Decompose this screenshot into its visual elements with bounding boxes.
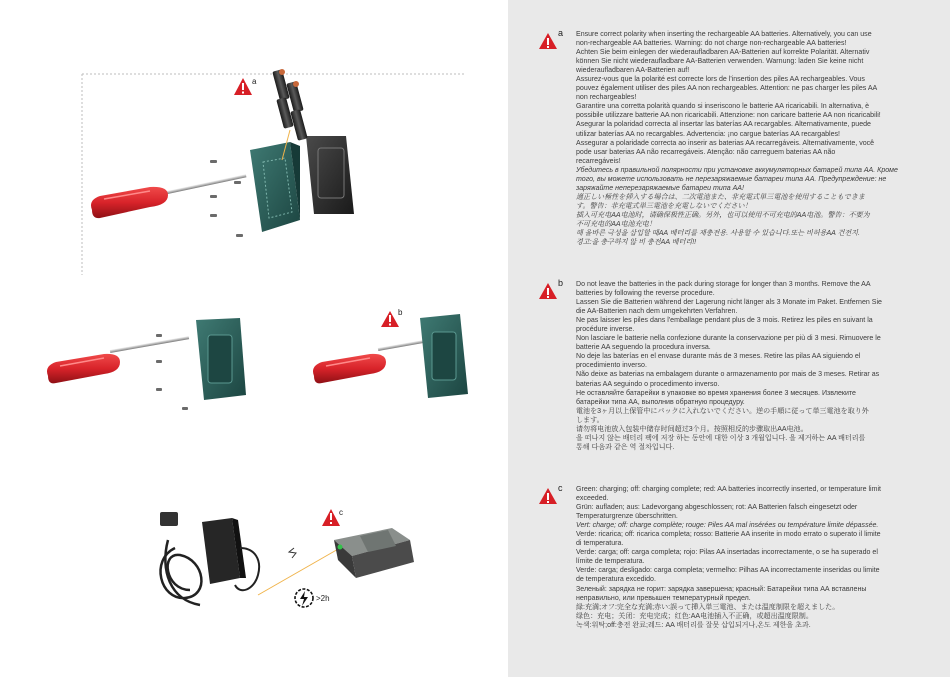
instruction-line: pode usar baterias AA não recarregáveis. Atenção: não carreguem baterias AA não	[576, 148, 836, 156]
instruction-line: Lassen Sie die Batterien während der Lagerung nicht länger als 3 Monate im Paket. Entfernen Sie	[576, 299, 882, 307]
instruction-line: Assurez-vous que la polarité est correcte lors de l'insertion des piles AA rechargeables. Vous	[576, 76, 865, 84]
instruction-line: Verde: carga; desligado: carga completa; vermelho: Pilhas AA incorrectamente inseridas ou limite	[576, 567, 880, 575]
instruction-line: Garantire una corretta polarità quando si inseriscono le batterie AA ricaricabili. In alternativa, è	[576, 103, 869, 111]
instruction-line: 녹색:워탁;off:충전 완료;레드: AA 배터리를 잘못 삽입되거나,온도 제한을 초과.	[576, 621, 811, 629]
instruction-line: 不可充电的AA电池充电！	[576, 220, 656, 228]
instruction-line: 插入可充电AA电池时，请确保极性正确。另外，也可以使用不可充电的AA电池。警告：不要为	[576, 211, 870, 219]
instruction-line: Не оставляйте батарейки в упаковке во время хранения более 3 месяцев. Извлеките	[576, 389, 856, 397]
instruction-line: possibile utilizzare batterie AA non ricaricabili. Attenzione: non caricare batterie AA non ricaricabili!	[576, 112, 881, 120]
warning-triangle-icon	[536, 30, 560, 52]
section-letter: c	[558, 483, 563, 493]
battery-cover	[306, 136, 354, 214]
instruction-line: procedimiento inverso.	[576, 362, 647, 370]
instruction-line: die AA-Batterien nach dem umgekehrten Verfahren.	[576, 308, 738, 316]
instruction-line: de temperatura excedido.	[576, 576, 656, 584]
instruction-line: batteries by following the reverse procedure.	[576, 290, 715, 298]
instruction-line: No deje las baterías en el envase durante más de 3 meses. Retire las pilas AA siguiendo el	[576, 353, 861, 361]
warning-triangle-icon	[381, 311, 399, 327]
section-letter: a	[558, 28, 564, 38]
instruction-line: Убедитесь в правильной полярности при установке аккумуляторных батарей типа АА. Кроме	[576, 166, 898, 174]
step-b-remove-illustration	[47, 318, 246, 410]
instruction-line: Verde: carga; off: carga completa; rojo: Pilas AA insertadas incorrectamente, o se ha superado el	[576, 549, 878, 557]
battery-pack-closed	[420, 314, 468, 398]
instruction-line: baterias AA seguindo o procedimento inverso.	[576, 380, 720, 388]
charging-time-icon	[295, 589, 313, 607]
instruction-line: di temperatura.	[576, 540, 624, 548]
step-c-charging-illustration	[160, 508, 414, 607]
instruction-text	[576, 280, 938, 452]
warning-triangle-icon	[536, 280, 560, 302]
instruction-line: exceeded.	[576, 495, 609, 503]
instruction-line: pouvez également utiliser des piles AA non rechargeables. Attention: ne pas charger les piles AA	[576, 85, 878, 93]
instruction-line: Achten Sie beim einlegen der wiederaufladbaren AA-Batterien auf korrekte Polarität. Alternativ	[576, 49, 870, 57]
battery-pack-closed	[196, 318, 246, 400]
instruction-line: 緑:充満;オフ:完全な充満;赤い:誤って挿入単三電池、または温度制限を超えました。	[576, 603, 840, 611]
step-a-illustration	[91, 69, 354, 237]
instruction-line: batterie AA seguendo la procedura inversa.	[576, 344, 711, 352]
instruction-line: Зеленый: зарядка не горит: зарядка завершена; красный: Батарейки типа АА вставлены	[576, 585, 867, 593]
instruction-line: recarregáveis!	[576, 157, 621, 165]
instruction-line: Assegurar a polaridade correcta ao inserir as baterias AA recarregáveis. Alternativamente, você	[576, 139, 875, 147]
screwdriver	[313, 339, 428, 383]
instruction-line: utilizar baterías AA no recargables. Advertencia: ¡no cargue baterías AA recargables!	[576, 130, 841, 138]
instruction-line: того, вы можете использовать не перезаряжаемые батареи типа АА. Предупреждение: не	[576, 175, 887, 183]
step-b-assembled-illustration	[313, 308, 468, 398]
instruction-line: procédure inverse.	[576, 326, 635, 334]
instruction-line: します。	[576, 416, 604, 424]
charge-time-label: >2h	[316, 594, 330, 603]
instruction-line: Ensure correct polarity when inserting the rechargeable AA batteries. Alternatively, you can use	[576, 31, 872, 38]
instruction-line: Temperaturgrenze überschritten.	[576, 513, 678, 521]
screws	[156, 334, 188, 410]
screwdriver	[91, 174, 246, 218]
instruction-line: 통해 다음과 같은 역 절차입니다.	[576, 443, 675, 451]
screwdriver	[47, 336, 189, 383]
figure-label-b: b	[398, 308, 403, 317]
instruction-line: す。警告：非充電式単三電池を充電しないでください！	[576, 202, 752, 210]
instruction-line: батарейки типа АА, выполнив обратную процедуру.	[576, 398, 745, 406]
section-letter: b	[558, 278, 564, 288]
lightning-icon	[289, 548, 296, 558]
figure-label-a: a	[252, 77, 257, 86]
instruction-line: 해 올바른 극성을 삽입할 때AA 배터리를 재충전용. 사용할 수 있습니다.또는 비허용AA 건전지.	[576, 230, 860, 238]
instruction-line: wiederaufladbaren AA-Batterien auf!	[576, 67, 690, 75]
instruction-line: заряжайте неперезаряжаемые батареи типа АА!	[576, 184, 744, 192]
instruction-line: non-rechargeable AA batteries. Warning: do not charge non-rechargeable AA batteries!	[576, 40, 847, 48]
instruction-line: 電池を3ヶ月以上保管中にパックに入れないでください。逆の手順に従って単三電池を取り外	[576, 407, 869, 415]
instruction-line: können Sie nicht wiederaufladbare AA-Batterien verwenden. Warnung: laden Sie keine nicht	[576, 58, 864, 66]
instruction-text	[576, 485, 938, 630]
instruction-line: 绿色：充电；关闭：充电完成；红色:AA电池插入不正确，或超出温度限制。	[576, 612, 813, 620]
figure-label-c: c	[339, 508, 343, 517]
instruction-line: 경고:을 충구하지 않 비 충전AA 배터리!!	[576, 239, 697, 247]
instruction-line: Non lasciare le batterie nella confezione durante la conservazione per più di 3 mesi. Rimuovere le	[576, 335, 881, 343]
warning-triangle-icon	[536, 485, 560, 507]
instruction-line: 을 떠나지 않는 배터리 팩에 저장 하는 동안에 대한 이상 3 개월입니다. 을 제거하는 AA 배터리를	[576, 434, 866, 442]
instruction-line: Verde: ricarica; off: ricarica completa; rosso: Batterie AA inserite in modo errato o superato il limite	[576, 531, 881, 539]
warning-triangle-icon	[234, 78, 252, 95]
instruction-line: Vert: charge; off: charge complète; rouge: Piles AA mal insérées ou température limite dépassée.	[576, 522, 879, 530]
instruction-line: Ne pas laisser les piles dans l'emballage pendant plus de 3 mois. Retirez les piles en suivant la	[576, 317, 873, 325]
instruction-line: Não deixe as baterias na embalagem durante o armazenamento por mais de 3 meses. Retirar as	[576, 371, 880, 379]
instruction-line: non rechargeables!	[576, 94, 637, 102]
instruction-line: Do not leave the batteries in the pack during storage for longer than 3 months. Remove the AA	[576, 281, 871, 288]
instruction-line: 请勿将电池放入包装中储存时间超过3个月。按照相反的步骤取出AA电池。	[576, 425, 808, 433]
warning-triangle-icon	[322, 509, 340, 526]
instruction-line: límite de temperatura.	[576, 558, 645, 566]
charger-dock	[334, 528, 414, 578]
status-led	[338, 545, 343, 550]
screws	[210, 160, 243, 237]
instruction-line: Grün: aufladen; aus: Ladevorgang abgeschlossen; rot: AA Batterien falsch eingesetzt oder	[576, 504, 858, 512]
instructions-panel	[508, 0, 950, 677]
battery-pack-body	[250, 142, 300, 232]
instruction-line: 適正しい極性を挿入する場合は、二次電池また、非充電式単三電池を使用することもできま	[576, 193, 865, 201]
instruction-line: неправильно, или превышен температурный предел.	[576, 594, 751, 602]
instruction-line: Asegurar la polaridad correcta al insertar las baterías AA recargables. Alternativamente, puede	[576, 121, 871, 129]
instruction-text	[576, 30, 938, 247]
instruction-line: Green: charging; off: charging complete; red: AA batteries incorrectly inserted, or temperature limit	[576, 486, 881, 493]
power-adapter	[160, 512, 259, 605]
